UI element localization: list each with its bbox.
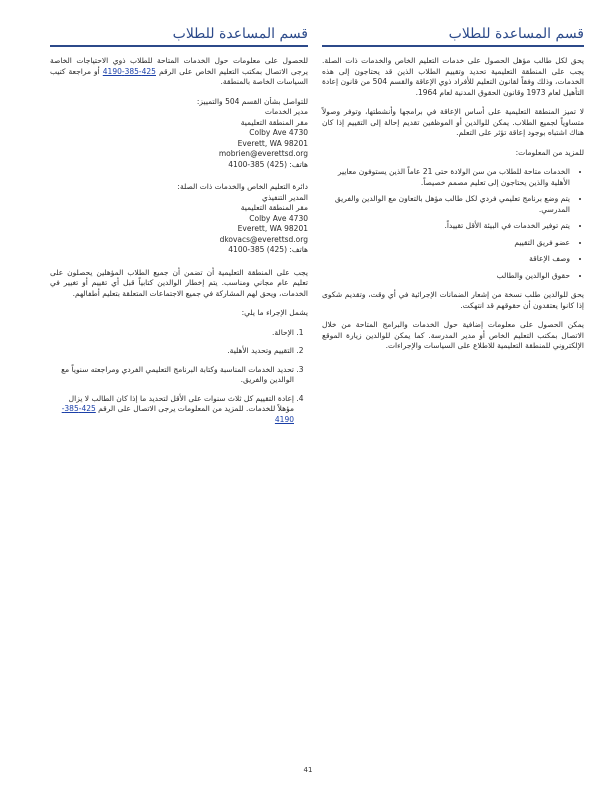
left-paragraph-1-text: ﻟﻠﺤﺼﻮﻝ ﻋﻠﻰ ﻣﻌﻠﻮﻣﺎﺕ ﺣﻮﻝ ﺍﻟﺨﺪﻣﺎﺕ ﺍﻟﻤﺘﺎﺣﺔ ﻟﻠﻄﻼﺏ ﺫﻭﻱ ﺍﻻﺣﺘﻴﺎﺟﺎﺕ ﺍﻟﺨﺎﺻﺔ ﻳﺮﺟﻰ ﺍﻻﺗﺼﺎﻝ ﺑﻤﻜﺘﺐ ﺍﻟﺘﻌﻠﻴﻢ ﺍﻟﺨﺎﺹ ﻋﻠﻰ ﺍﻟﺮﻗﻢ <box>50 56 309 76</box>
list-item: 1. ﺍﻹﺣﺎﻟﺔ. <box>50 328 294 339</box>
bullet-item: • ﻳﺘﻢ ﺗﻮﻓﻴﺮ ﺍﻟﺨﺪﻣﺎﺕ ﻓﻲ ﺍﻟﺒﻴﺌﺔ ﺍﻷﻗﻞ ﺗﻘﻴﻴﺪﺍً. <box>322 221 570 232</box>
bullet-item: • ﺣﻘﻮﻕ ﺍﻟﻮﺍﻟﺪﻳﻦ ﻭﺍﻟﻄﺎﻟﺐ <box>322 271 570 282</box>
contact-role: ﻟﻠﺘﻮﺍﺻﻞ ﺑﺸﺄﻥ ﺍﻟﻘﺴﻢ 504 ﻭﺍﻟﺘﻤﻴﻴﺰ: <box>196 96 308 106</box>
bullet-item: • ﻭﺻﻒ ﺍﻹﻋﺎﻗﺔ <box>322 254 570 265</box>
list-item-text: ﺇﻋﺎﺩﺓ ﺍﻟﺘﻘﻴﻴﻢ ﻛﻞ ﺛﻼﺙ ﺳﻨﻮﺍﺕ ﻋﻠﻰ ﺍﻷﻗﻞ ﻟﺘﺤﺪﻳﺪ ﻣﺎ ﺇﺫﺍ ﻛﺎﻥ ﺍﻟﻄﺎﻟﺐ ﻻ ﻳﺰﺍﻝ ﻣﺆﻫﻼً ﻟﻠﺨﺪﻣﺎﺕ. ﻟﻠﻤﺰﻳﺪ ﻣﻦ ﺍﻟﻤﻌﻠﻮﻣﺎﺕ ﻳﺮﺟﻰ ﺍﻻﺗﺼﺎﻝ ﻋﻠﻰ ﺍﻟﺮﻗﻢ <box>68 393 294 413</box>
right-column <box>322 26 584 361</box>
contact-city: Everett, WA 98201 <box>237 224 308 233</box>
right-paragraph-4: ﻳﺤﻖ ﻟﻠﻮﺍﻟﺪﻳﻦ ﻃﻠﺐ ﻧﺴﺨﺔ ﻣﻦ ﺇﺷﻌﺎﺭ ﺍﻟﻀﻤﺎﻧﺎﺕ ﺍﻹﺟﺮﺍﺋﻴﺔ ﻓﻲ ﺃﻱ ﻭﻗﺖ، ﻭﺗﻘﺪﻳﻢ ﺷﻜﻮﻯ ﺇﺫﺍ ﻛﺎﻧﻮﺍ ﻳﻌﺘﻘﺪﻭﻥ ﺃﻥ ﺣﻘﻮﻗﻬﻢ ﻗﺪ ﺍﻧﺘﻬﻜﺖ. <box>322 290 584 310</box>
left-column <box>50 26 308 434</box>
left-numbered-list <box>50 328 308 426</box>
contact-street: 4730 Colby Ave <box>249 128 308 137</box>
contact-street: 4730 Colby Ave <box>249 213 308 223</box>
right-column-heading: ﻗﺴﻢ ﺍﻟﻤﺴﺎﻋﺪﺓ ﻟﻠﻄﻼﺏ <box>322 26 584 47</box>
right-paragraph-5: ﻳﻤﻜﻦ ﺍﻟﺤﺼﻮﻝ ﻋﻠﻰ ﻣﻌﻠﻮﻣﺎﺕ ﺇﺿﺎﻓﻴﺔ ﺣﻮﻝ ﺍﻟﺨﺪﻣﺎﺕ ﻭﺍﻟﺒﺮﺍﻣﺞ ﺍﻟﻤﺘﺎﺣﺔ ﻣﻦ ﺧﻼﻝ ﺍﻻﺗﺼﺎﻝ ﺑﻤﻜﺘﺐ ﺍﻟﺘﻌﻠﻴﻢ ﺍﻟﺨﺎﺹ ﺃﻭ ﻣﺪﻳﺮ ﺍﻟﻤﺪﺭﺳﺔ. ﻛﻤﺎ ﻳﻤﻜﻦ ﻟﻠﻮﺍﻟﺪﻳﻦ ﺯﻳﺎﺭﺓ ﺍﻟﻤﻮﻗﻊ ﺍﻹﻟﻜﺘﺮﻭﻧﻲ ﻟﻠﻤﻨﻄﻘﺔ ﺍﻟﺘﻌﻠﻴﻤﻴﺔ ﻟﻼﻃﻼﻉ ﻋﻠﻰ ﺍﻟﺴﻴﺎﺳﺎﺕ ﻭﺍﻹﺟﺮﺍﺀﺍﺕ. <box>322 320 584 350</box>
right-paragraph-3: ﻟﻠﻤﺰﻳﺪ ﻣﻦ ﺍﻟﻤﻌﻠﻮﻣﺎﺕ: <box>515 147 584 157</box>
contact-role: ﺩﺍﺋﺮﺓ ﺍﻟﺘﻌﻠﻴﻢ ﺍﻟﺨﺎﺹ ﻭﺍﻟﺨﺪﻣﺎﺕ ﺫﺍﺕ ﺍﻟﺼﻠﺔ: <box>177 182 308 191</box>
contact-email[interactable]: mobrien@everettsd.org <box>218 149 308 158</box>
phone-link[interactable]: 425-385-4190 <box>61 404 294 424</box>
left-paragraph-1 <box>50 56 308 88</box>
left-paragraph-3: ﻳﺸﻤﻞ ﺍﻹﺟﺮﺍﺀ ﻣﺎ ﻳﻠﻲ: <box>241 308 308 317</box>
contact-office: ﻣﻘﺮ ﺍﻟﻤﻨﻄﻘﺔ ﺍﻟﺘﻌﻠﻴﻤﻴﺔ <box>240 203 308 212</box>
contact-name: ﺍﻟﻤﺪﻳﺮ ﺍﻟﺘﻨﻔﻴﺬﻱ <box>261 192 308 202</box>
list-item <box>50 394 294 426</box>
bullet-item: • ﻳﺘﻢ ﻭﺿﻊ ﺑﺮﻧﺎﻣﺞ ﺗﻌﻠﻴﻤﻲ ﻓﺮﺩﻱ ﻟﻜﻞ ﻃﺎﻟﺐ ﻣﺆﻫﻞ ﺑﺎﻟﺘﻌﺎﻭﻥ ﻣﻊ ﺍﻟﻮﺍﻟﺪﻳﻦ ﻭﺍﻟﻔﺮﻳﻖ ﺍﻟﻤﺪﺭﺳﻲ. <box>322 194 570 215</box>
right-paragraph-1: ﻳﺤﻖ ﻟﻜﻞ ﻃﺎﻟﺐ ﻣﺆﻫﻞ ﺍﻟﺤﺼﻮﻝ ﻋﻠﻰ ﺧﺪﻣﺎﺕ ﺍﻟﺘﻌﻠﻴﻢ ﺍﻟﺨﺎﺹ ﻭﺍﻟﺨﺪﻣﺎﺕ ﺫﺍﺕ ﺍﻟﺼﻠﺔ. ﻳﺠﺐ ﻋﻠﻰ ﺍﻟﻤﻨﻄﻘﺔ ﺍﻟﺘﻌﻠﻴﻤﻴﺔ ﺗﺤﺪﻳﺪ ﻭﺗﻘﻴﻴﻢ ﺍﻟﻄﻼﺏ ﺍﻟﺬﻳﻦ ﻗﺪ ﻳﺤﺘﺎﺟﻮﻥ ﺇﻟﻰ ﻫﺬﻩ ﺍﻟﺨﺪﻣﺎﺕ، ﻭﺫﻟﻚ ﻭﻓﻘﺎً ﻟﻘﺎﻧﻮﻥ ﺍﻟﺘﻌﻠﻴﻢ ﻟﻸﻓﺮﺍﺩ ﺫﻭﻱ ﺍﻹﻋﺎﻗﺔ ﻭﺍﻟﻘﺴﻢ 504 ﻣﻦ ﻗﺎﻧﻮﻥ ﺇﻋﺎﺩﺓ ﺍﻟﺘﺄﻫﻴﻞ ﻟﻌﺎﻡ 1973 ﻭﻗﺎﻧﻮﻥ ﺍﻟﺤﻘﻮﻕ ﺍﻟﻤﺪﻧﻴﺔ ﻟﻌﺎﻡ 1964. <box>322 56 584 97</box>
contact-block-2 <box>50 182 308 256</box>
list-item: 2. ﺍﻟﺘﻘﻴﻴﻢ ﻭﺗﺤﺪﻳﺪ ﺍﻷﻫﻠﻴﺔ. <box>50 346 294 357</box>
bullet-item: • ﺍﻟﺨﺪﻣﺎﺕ ﻣﺘﺎﺣﺔ ﻟﻠﻄﻼﺏ ﻣﻦ ﺳﻦ ﺍﻟﻮﻻﺩﺓ ﺣﺘﻰ 21 ﻋﺎﻣﺎً ﺍﻟﺬﻳﻦ ﻳﺴﺘﻮﻓﻮﻥ ﻣﻌﺎﻳﻴﺮ ﺍﻷﻫﻠﻴﺔ ﻭﺍﻟﺬﻳﻦ ﻳﺤﺘﺎﺟﻮﻥ ﺇﻟﻰ ﺗﻌﻠﻴﻢ ﻣﺼﻤﻢ ﺧﺼﻴﺼﺎً. <box>322 167 570 188</box>
contact-name: ﻣﺪﻳﺮ ﺍﻟﺨﺪﻣﺎﺕ <box>264 107 308 116</box>
contact-block-1 <box>50 97 308 171</box>
list-item: 3. ﺗﺤﺪﻳﺪ ﺍﻟﺨﺪﻣﺎﺕ ﺍﻟﻤﻨﺎﺳﺒﺔ ﻭﻛﺘﺎﺑﺔ ﺍﻟﺒﺮﻧﺎﻣﺞ ﺍﻟﺘﻌﻠﻴﻤﻲ ﺍﻟﻔﺮﺩﻱ ﻭﻣﺮﺍﺟﻌﺘﻪ ﺳﻨﻮﻳﺎً ﻣﻊ ﺍﻟﻮﺍﻟﺪﻳﻦ ﻭﺍﻟﻔﺮﻳﻖ. <box>50 365 294 386</box>
contact-phone: ﻫﺎﺗﻒ: (425) 385-4100 <box>228 245 308 254</box>
contact-email[interactable]: dkovacs@everettsd.org <box>219 234 308 244</box>
bullet-item: • ﻋﻀﻮ ﻓﺮﻳﻖ ﺍﻟﺘﻘﻴﻴﻢ <box>322 238 570 249</box>
left-paragraph-2: ﻳﺠﺐ ﻋﻠﻰ ﺍﻟﻤﻨﻄﻘﺔ ﺍﻟﺘﻌﻠﻴﻤﻴﺔ ﺃﻥ ﺗﻀﻤﻦ ﺃﻥ ﺟﻤﻴﻊ ﺍﻟﻄﻼﺏ ﺍﻟﻤﺆﻫﻠﻴﻦ ﻳﺤﺼﻠﻮﻥ ﻋﻠﻰ ﺗﻌﻠﻴﻢ ﻋﺎﻡ ﻣﺠﺎﻧﻲ ﻭﻣﻨﺎﺳﺐ. ﻳﺘﻢ ﺇﺧﻄﺎﺭ ﺍﻟﻮﺍﻟﺪﻳﻦ ﻛﺘﺎﺑﻴﺎً ﻗﺒﻞ ﺃﻱ ﺗﻘﻴﻴﻢ ﺃﻭ ﺗﻐﻴﻴﺮ ﻓﻲ ﺍﻟﺨﺪﻣﺎﺕ، ﻭﻳﺤﻖ ﻟﻬﻢ ﺍﻟﻤﺸﺎﺭﻛﺔ ﻓﻲ ﺟﻤﻴﻊ ﺍﻻﺟﺘﻤﺎﻋﺎﺕ ﺍﻟﻤﺘﻌﻠﻘﺔ ﺑﺘﻌﻠﻴﻢ ﺃﻃﻔﺎﻟﻬﻢ. <box>50 267 308 298</box>
right-paragraph-2: ﻻ ﺗﻤﻴﺰ ﺍﻟﻤﻨﻄﻘﺔ ﺍﻟﺘﻌﻠﻴﻤﻴﺔ ﻋﻠﻰ ﺃﺳﺎﺱ ﺍﻹﻋﺎﻗﺔ ﻓﻲ ﺑﺮﺍﻣﺠﻬﺎ ﻭﺃﻧﺸﻄﺘﻬﺎ، ﻭﺗﻮﻓﺮ ﻭﺻﻮﻻً ﻣﺘﺴﺎﻭﻳﺎً ﻟﺠﻤﻴﻊ ﺍﻟﻄﻼﺏ. ﻳﻤﻜﻦ ﻟﻠﻮﺍﻟﺪﻳﻦ ﺃﻭ ﺍﻟﻤﻮﻇﻔﻴﻦ ﺗﻘﺪﻳﻢ ﺇﺣﺎﻟﺔ ﺇﻟﻰ ﺍﻟﺘﻘﻴﻴﻢ ﺇﺫﺍ ﻛﺎﻥ ﻫﻨﺎﻙ ﺍﺷﺘﺒﺎﻩ ﺑﻮﺟﻮﺩ ﺇﻋﺎﻗﺔ ﺗﺆﺛﺮ ﻋﻠﻰ ﺍﻟﺘﻌﻠﻢ. <box>322 107 584 137</box>
right-bullet-list <box>322 167 584 281</box>
left-paragraph-1-tail: ﺃﻭ ﻣﺮﺍﺟﻌﺔ ﻛﺘﻴﺐ ﺍﻟﺴﻴﺎﺳﺎﺕ ﺍﻟﺨﺎﺻﺔ ﺑﺎﻟﻤﻨﻄﻘﺔ. <box>50 66 308 86</box>
phone-link[interactable]: 425-385-4190 <box>102 66 156 76</box>
contact-city: Everett, WA 98201 <box>237 138 308 148</box>
contact-phone: ﻫﺎﺗﻒ: (425) 385-4100 <box>228 159 308 169</box>
contact-office: ﻣﻘﺮ ﺍﻟﻤﻨﻄﻘﺔ ﺍﻟﺘﻌﻠﻴﻤﻴﺔ <box>240 117 308 127</box>
left-column-heading: ﻗﺴﻢ ﺍﻟﻤﺴﺎﻋﺪﺓ ﻟﻠﻄﻼﺏ <box>50 26 308 47</box>
page-number: 41 <box>303 766 313 774</box>
